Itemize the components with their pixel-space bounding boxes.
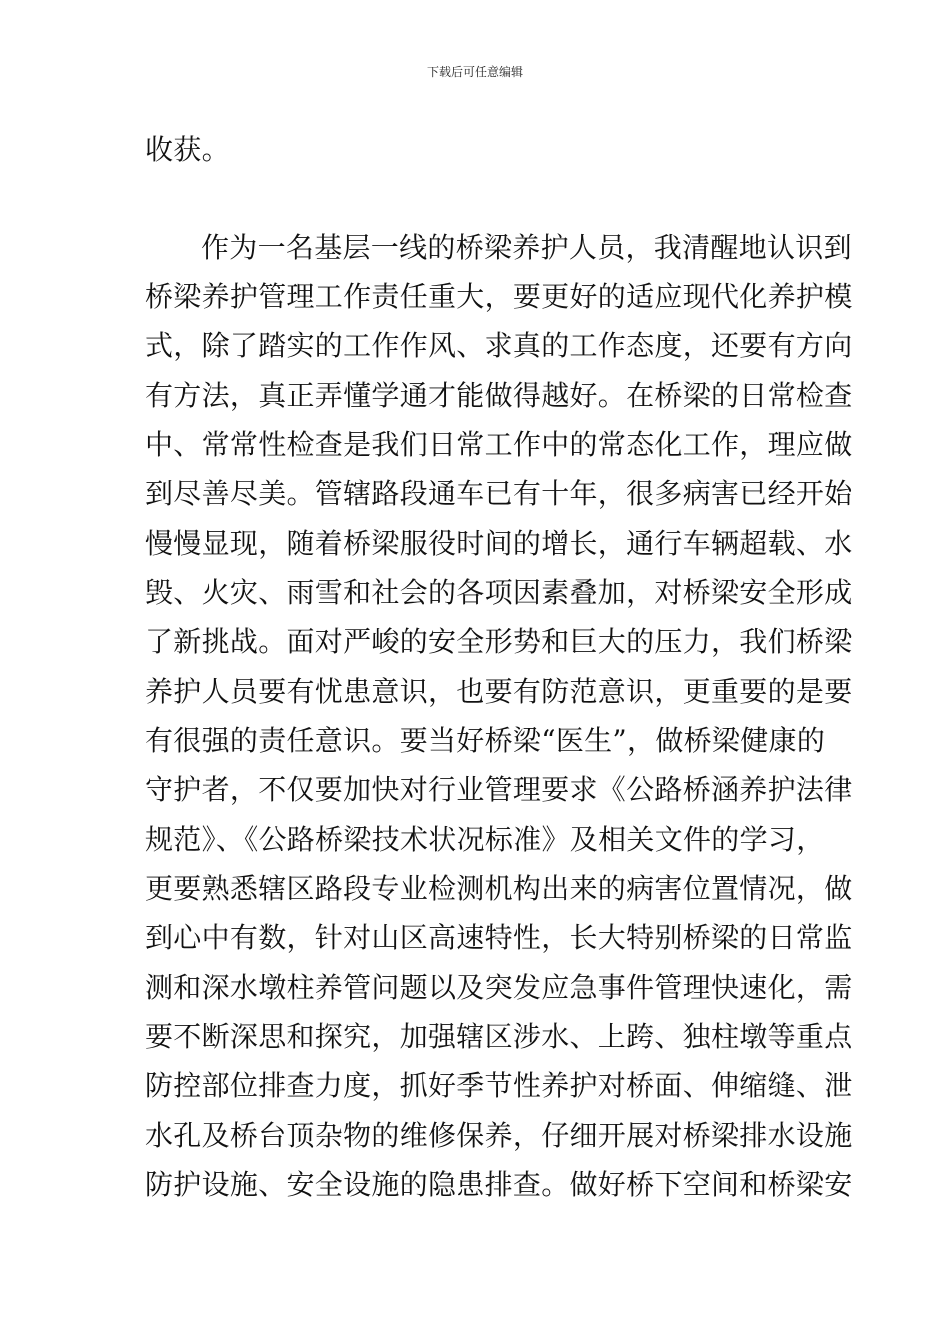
text-line: 慢慢显现，随着桥梁服役时间的增长，通行车辆超载、水 — [145, 527, 853, 560]
text-line: 有很强的责任意识。要当好桥梁“医生”，做桥梁健康的 — [145, 724, 826, 757]
text-line: 有方法，真正弄懂学通才能做得越好。在桥梁的日常检查 — [145, 379, 853, 412]
text-line: 桥梁养护管理工作责任重大，要更好的适应现代化养护模 — [145, 280, 853, 313]
text-line: 水孔及桥台顶杂物的维修保养，仔细开展对桥梁排水设施 — [145, 1119, 853, 1152]
text-line: 防控部位排查力度，抓好季节性养护对桥面、伸缩缝、泄 — [145, 1069, 853, 1102]
text-line: 中、常常性检查是我们日常工作中的常态化工作，理应做 — [145, 428, 853, 461]
paragraph-first-line: 作为一名基层一线的桥梁养护人员，我清醒地认识到 — [201, 231, 852, 264]
text-line: 了新挑战。面对严峻的安全形势和巨大的压力，我们桥梁 — [145, 625, 853, 658]
text-line: 要不断深思和探究，加强辖区涉水、上跨、独柱墩等重点 — [145, 1020, 853, 1053]
text-line: 到尽善尽美。管辖路段通车已有十年，很多病害已经开始 — [145, 477, 853, 510]
text-line: 防护设施、安全设施的隐患排查。做好桥下空间和桥梁安 — [145, 1168, 853, 1201]
text-line: 测和深水墩柱养管问题以及突发应急事件管理快速化，需 — [145, 971, 853, 1004]
text-line: 规范》、《公路桥梁技术状况标准》及相关文件的学习， — [145, 823, 825, 856]
text-line: 更要熟悉辖区路段专业检测机构出来的病害位置情况，做 — [145, 872, 853, 905]
text-line: 式，除了踏实的工作作风、求真的工作态度，还要有方向 — [145, 329, 853, 362]
text-line: 毁、火灾、雨雪和社会的各项因素叠加，对桥梁安全形成 — [145, 576, 853, 609]
text-line: 到心中有数，针对山区高速特性，长大特别桥梁的日常监 — [145, 921, 853, 954]
text-line: 养护人员要有忧患意识，也要有防范意识，更重要的是要 — [145, 675, 853, 708]
page-header: 下载后可任意编辑 — [426, 65, 523, 79]
text-line: 守护者，不仅要加快对行业管理要求《公路桥涵养护法律 — [145, 773, 853, 806]
text-line: 收获。 — [145, 133, 230, 166]
